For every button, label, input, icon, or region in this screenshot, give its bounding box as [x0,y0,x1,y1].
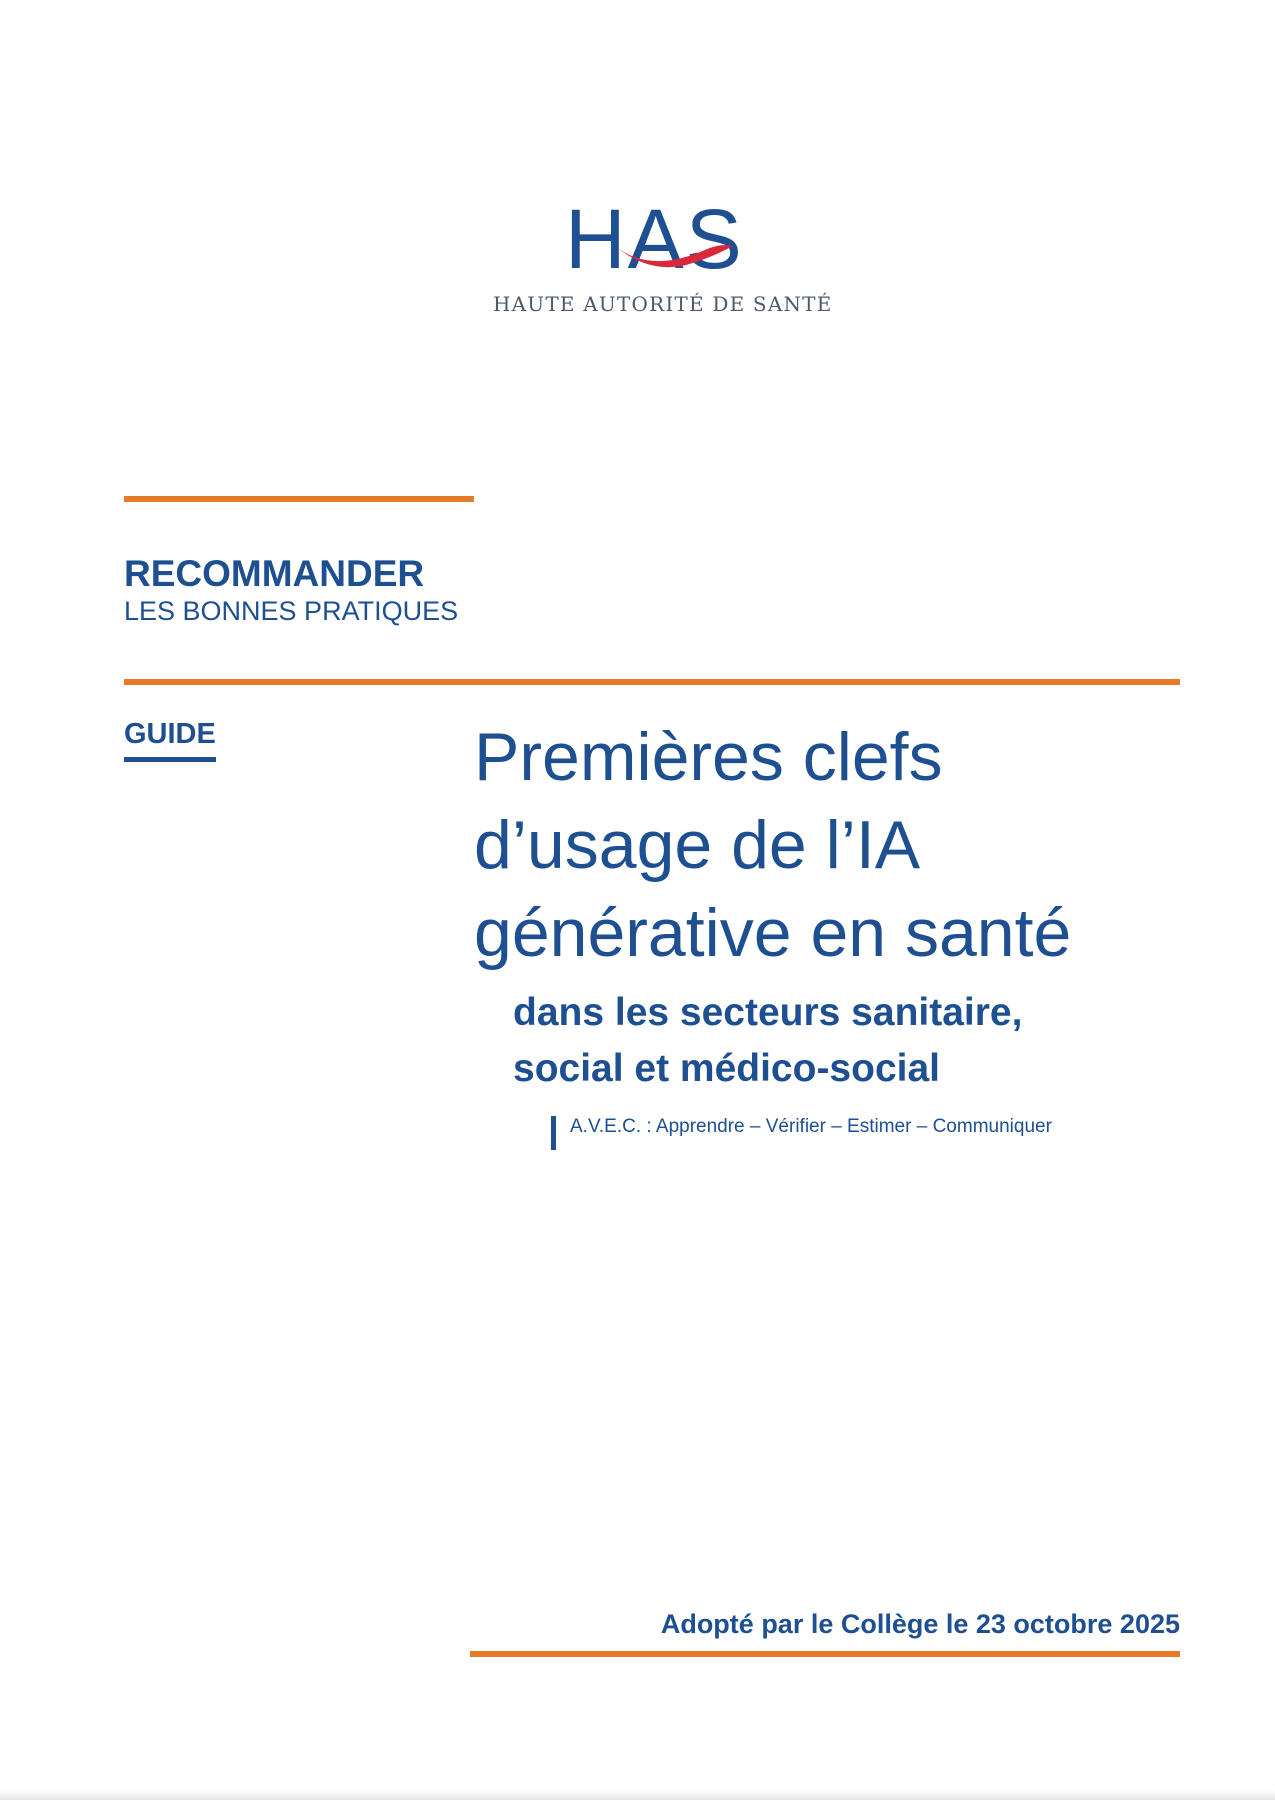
document-title [474,713,1194,977]
title-line-2: d’usage de l’IA [474,807,921,883]
title-line-1: Premières clefs [474,719,943,795]
title-line-3: générative en santé [474,895,1072,971]
adoption-date: Adopté par le Collège le 23 octobre 2025 [660,1609,1180,1639]
subtitle-line-1: dans les secteurs sanitaire, [513,991,1023,1034]
has-logo-wordmark: HAS [565,192,744,286]
orange-divider-bottom [470,1651,1180,1657]
vertical-accent-bar [551,1116,556,1150]
document-type-label: GUIDE [124,718,216,762]
document-subtitle [513,985,1163,1097]
orange-divider-top [124,496,474,502]
section-subtitle: LES BONNES PRATIQUES [124,596,459,626]
page-edge-shadow [0,1790,1275,1800]
avec-text: A.V.E.C. : Apprendre – Vérifier – Estimer – Communiquer [570,1116,1052,1137]
orange-divider-middle [124,679,1180,685]
section-title: RECOMMANDER [124,553,425,594]
avec-caption [551,1116,1052,1152]
subtitle-line-2: social et médico-social [513,1047,941,1090]
logo-subtitle: HAUTE AUTORITÉ DE SANTÉ [493,292,833,316]
